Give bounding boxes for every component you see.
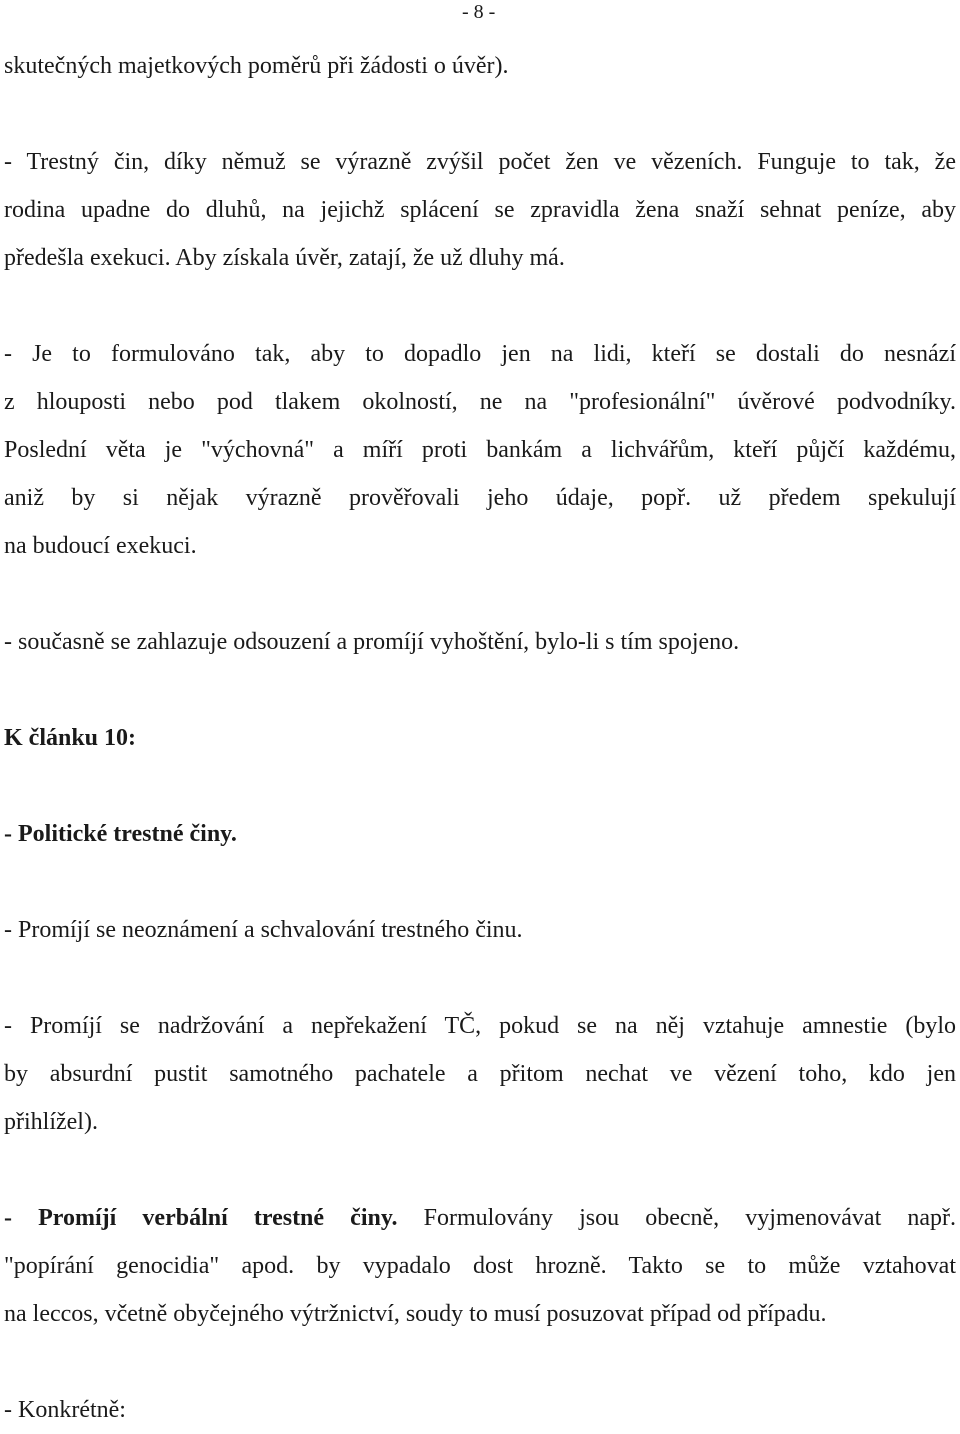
text-line: na budoucí exekuci.	[4, 533, 197, 559]
heading-political-crimes	[4, 810, 956, 858]
paragraph-4	[4, 618, 956, 666]
text-line: - Trestný čin, díky němuž se výrazně zvýšil počet žen ve vězeních. Funguje to tak, že	[4, 149, 956, 175]
paragraph-2	[4, 138, 956, 282]
text-line: přihlížel).	[4, 1109, 98, 1135]
paragraph-1	[4, 42, 956, 90]
text-line: aniž by si nějak výrazně prověřovali jeho údaje, popř. už předem spekulují	[4, 485, 956, 511]
text-line: - Promíjí se nadržování a nepřekažení TČ, pokud se na něj vztahuje amnestie (bylo	[4, 1013, 956, 1039]
text-line: "popírání genocidia" apod. by vypadalo dost hrozně. Takto se to může vztahovat	[4, 1253, 956, 1279]
paragraph-5	[4, 906, 956, 954]
text-line: rodina upadne do dluhů, na jejichž splácení se zpravidla žena snaží sehnat peníze, aby	[4, 197, 956, 223]
text-rest: Formulovány jsou obecně, vyjmenovávat např.	[397, 1205, 956, 1231]
text-line: - současně se zahlazuje odsouzení a promíjí vyhoštění, bylo-li s tím spojeno.	[4, 629, 740, 655]
paragraph-3	[4, 330, 956, 570]
text-line: - Konkrétně:	[4, 1397, 126, 1423]
text-line: skutečných majetkových poměrů při žádosti o úvěr).	[4, 53, 509, 79]
text-line: na leccos, včetně obyčejného výtržnictví, soudy to musí posuzovat případ od případu.	[4, 1301, 827, 1327]
paragraph-8	[4, 1386, 956, 1434]
text-line: - Je to formulováno tak, aby to dopadlo jen na lidi, kteří se dostali do nesnází	[4, 341, 956, 367]
paragraph-6	[4, 1002, 956, 1146]
text-line: předešla exekuci. Aby získala úvěr, zatají, že už dluhy má.	[4, 245, 565, 271]
bold-lead: - Promíjí verbální trestné činy.	[4, 1205, 398, 1231]
page-number: - 8 -	[462, 1, 496, 23]
text-line: Poslední věta je "výchovná" a míří proti bankám a lichvářům, kteří půjčí každému,	[4, 437, 956, 463]
paragraph-7	[4, 1194, 956, 1338]
heading-article-10	[4, 714, 956, 762]
text-line: by absurdní pustit samotného pachatele a přitom nechat ve vězení toho, kdo jen	[4, 1061, 956, 1087]
heading-text: K článku 10:	[4, 725, 137, 751]
heading-text: - Politické trestné činy.	[4, 821, 237, 847]
text-line: - Promíjí se neoznámení a schvalování trestného činu.	[4, 917, 523, 943]
text-line: z hlouposti nebo pod tlakem okolností, ne na "profesionální" úvěrové podvodníky.	[4, 389, 956, 415]
text-line	[4, 1194, 956, 1242]
